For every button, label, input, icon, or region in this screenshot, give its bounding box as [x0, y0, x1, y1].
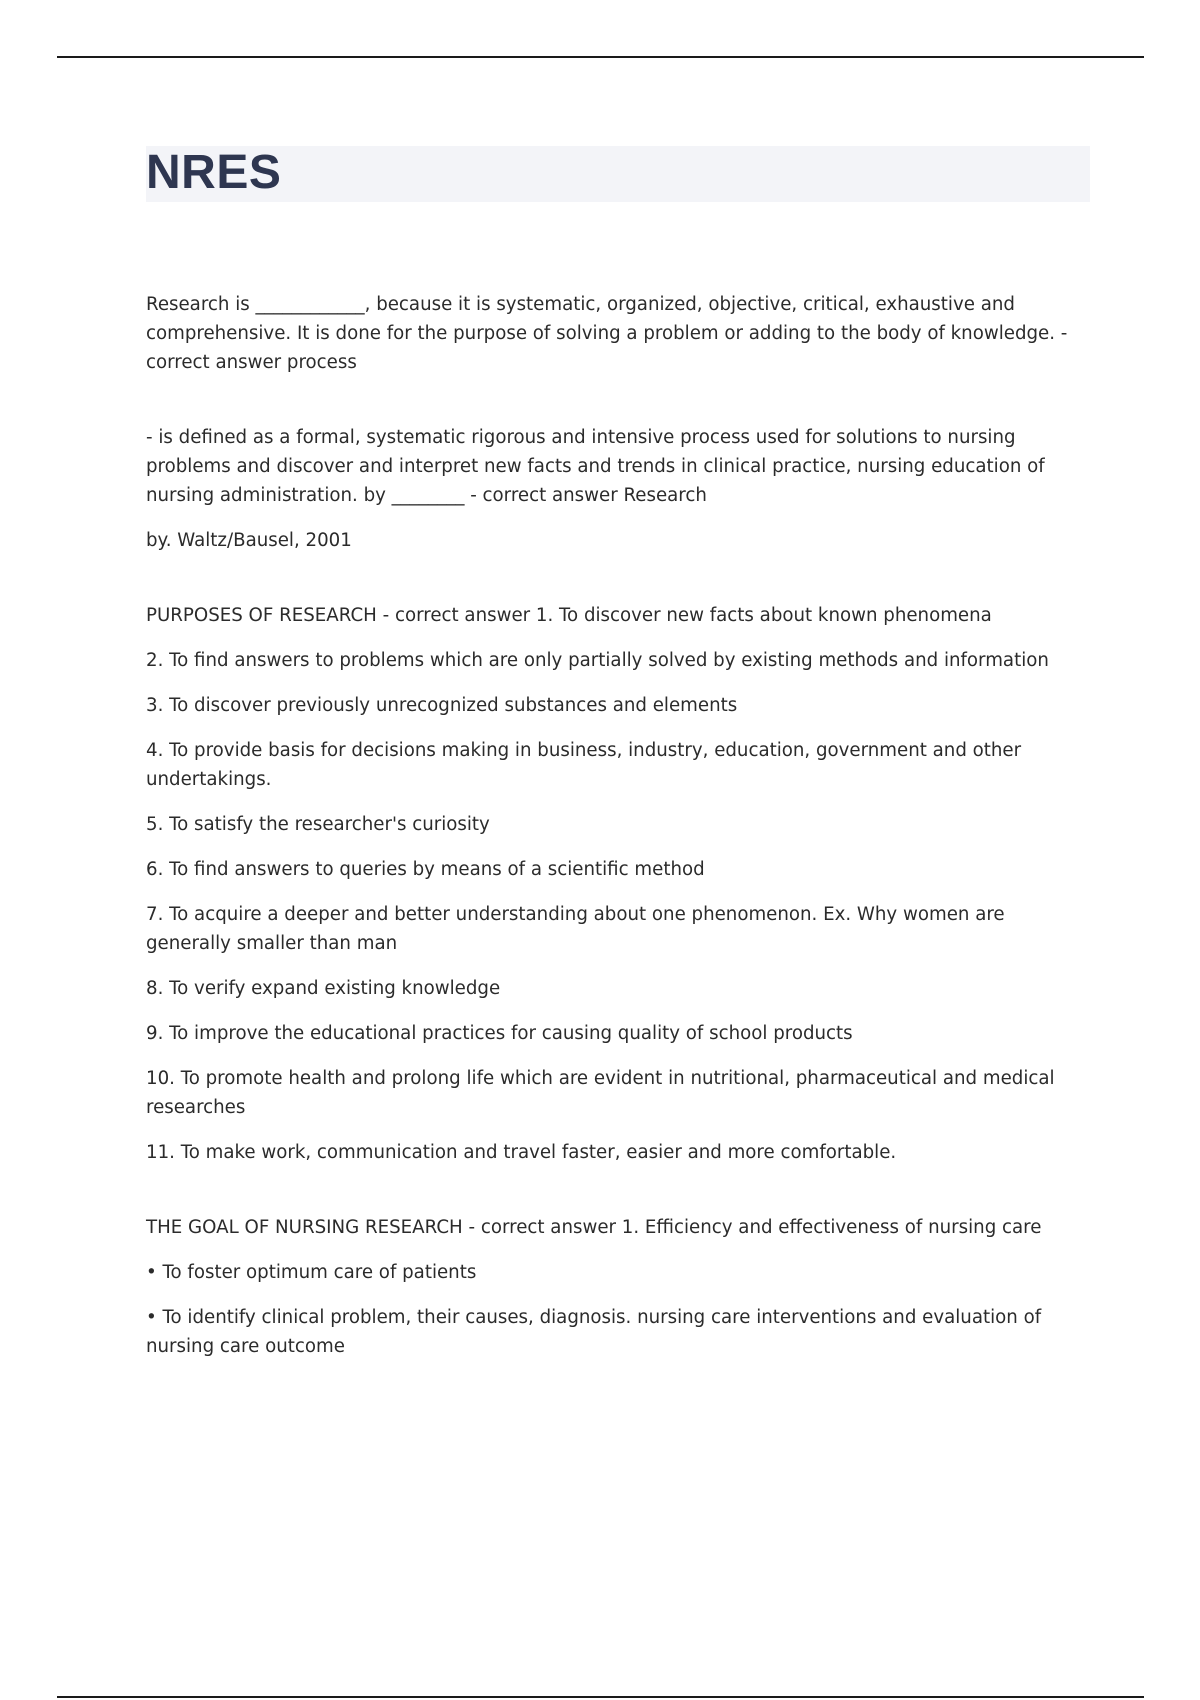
goal-heading-item: THE GOAL OF NURSING RESEARCH - correct answer 1. Efficiency and effectiveness of nursing care — [146, 1217, 1042, 1238]
purpose-item: 5. To satisfy the researcher's curiosity — [146, 814, 490, 835]
purposes-heading-item: PURPOSES OF RESEARCH - correct answer 1. To discover new facts about known phenomena — [146, 605, 992, 626]
page-title: NRES — [146, 146, 282, 199]
goal-bullet-item: • To identify clinical problem, their causes, diagnosis. nursing care interventions and evaluation of nursing care outcome — [146, 1307, 1042, 1357]
title-banner — [146, 146, 1090, 202]
citation: by. Waltz/Bausel, 2001 — [146, 530, 352, 551]
purpose-item: 4. To provide basis for decisions making in business, industry, education, government and other undertakings. — [146, 740, 1022, 790]
purpose-item: 8. To verify expand existing knowledge — [146, 978, 501, 999]
purpose-item: 9. To improve the educational practices for causing quality of school products — [146, 1023, 853, 1044]
purpose-item: 3. To discover previously unrecognized substances and elements — [146, 695, 738, 716]
purpose-item: 7. To acquire a deeper and better understanding about one phenomenon. Ex. Why women are generally smaller than man — [146, 904, 1005, 954]
purpose-item: 2. To find answers to problems which are only partially solved by existing methods and information — [146, 650, 1049, 671]
question-research-definition: - is defined as a formal, systematic rigorous and intensive process used for solutions to nursing problems and discover and interpret new facts and trends in clinical practice, nursing education of nursing administration. by ________ - correct answer Research — [146, 427, 1045, 506]
question-research-process: Research is ____________, because it is systematic, organized, objective, critical, exhaustive and comprehensive. It is done for the purpose of solving a problem or adding to the body of knowledge. - correct answer process — [146, 294, 1068, 373]
purpose-item: 11. To make work, communication and travel faster, easier and more comfortable. — [146, 1142, 897, 1163]
top-rule — [57, 56, 1144, 58]
bottom-rule — [57, 1696, 1144, 1698]
purpose-item: 6. To find answers to queries by means of a scientific method — [146, 859, 705, 880]
document-body — [146, 290, 1086, 1377]
purpose-item: 10. To promote health and prolong life which are evident in nutritional, pharmaceutical and medical researches — [146, 1068, 1055, 1118]
goal-bullet-item: • To foster optimum care of patients — [146, 1262, 477, 1283]
